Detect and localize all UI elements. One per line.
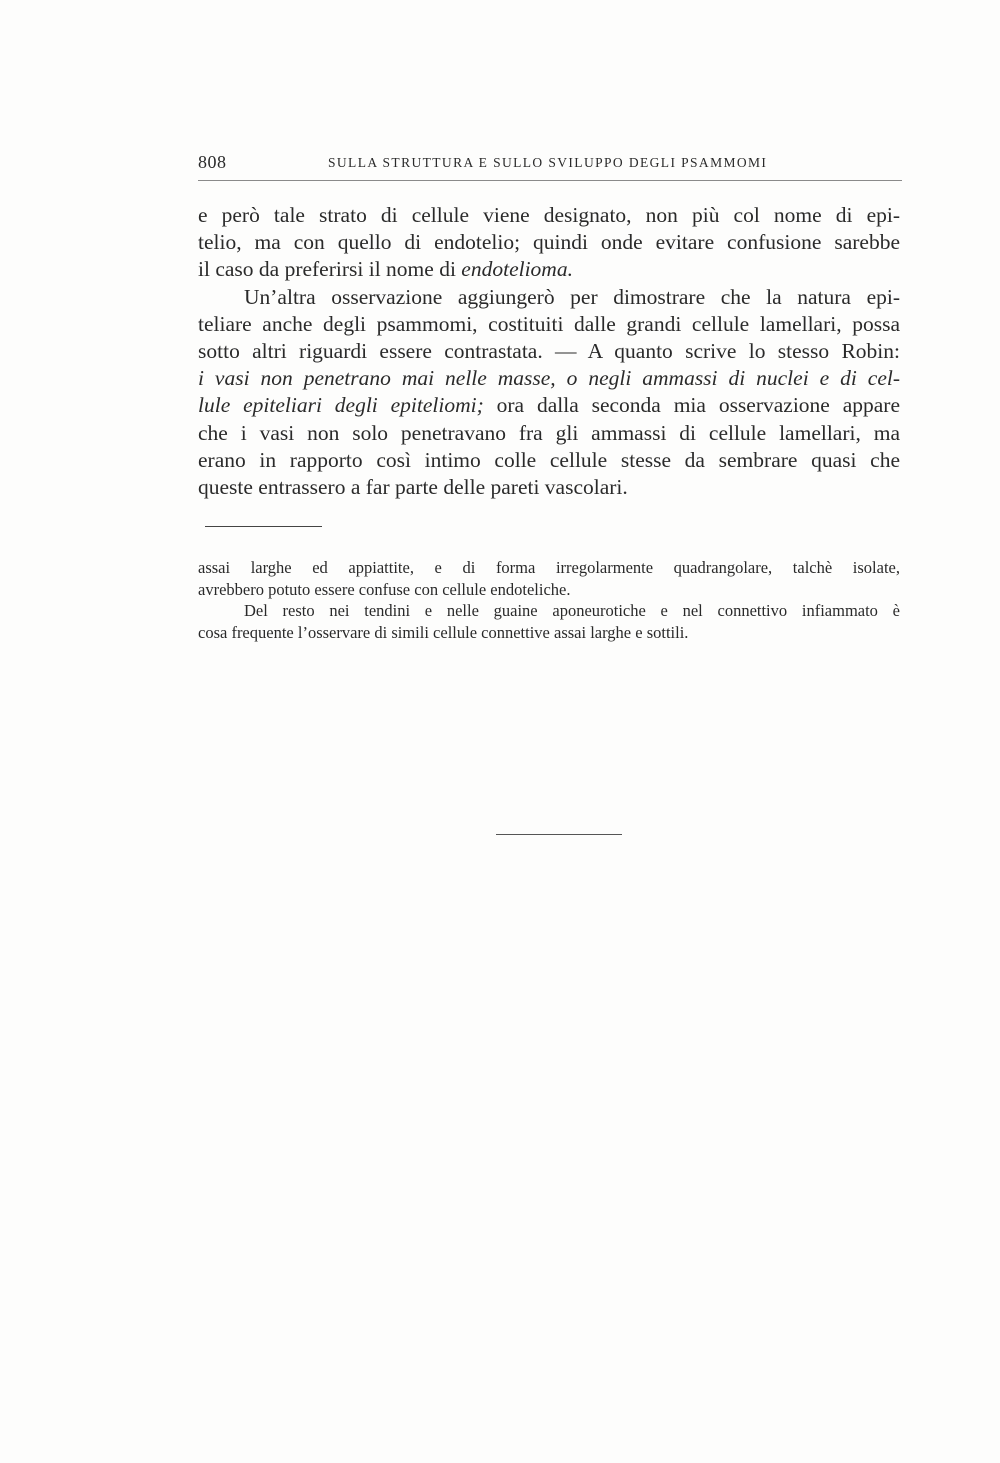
text-run: il caso da preferirsi il nome di: [198, 257, 462, 282]
text-line: teliare anche degli psammomi, costituiti dalle grandi cellule lamellari, possa: [198, 311, 900, 336]
text-line: erano in rapporto così intimo colle cellule stesse da sembrare quasi che: [198, 447, 900, 472]
text-line: [198, 256, 900, 283]
text-line: che i vasi non solo penetravano fra gli ammassi di cellule lamellari, ma: [198, 420, 900, 445]
body-text: [198, 202, 900, 501]
footnote-line: cosa frequente l’osservare di simili cellule connettive assai larghe e sottili.: [198, 622, 689, 642]
running-title: SULLA STRUTTURA E SULLO SVILUPPO DEGLI PSAMMOMI: [328, 155, 768, 170]
text-line: sotto altri riguardi essere contrastata. — A quanto scrive lo stesso Robin:: [198, 338, 900, 363]
footnote-separator: [205, 526, 322, 527]
text-line: queste entrassero a far parte delle pareti vascolari.: [198, 474, 628, 499]
footnote-line: Del resto nei tendini e nelle guaine aponeurotiche e nel connettivo infiammato è: [244, 601, 900, 620]
italic-quote-line: i vasi non penetrano mai nelle masse, o negli ammassi di nuclei e di cel-: [198, 366, 900, 391]
text-line: Un’altra osservazione aggiungerò per dimostrare che la natura epi-: [244, 284, 900, 309]
italic-quote: lule epiteliari degli epiteliomi;: [198, 393, 484, 418]
footnote-line: assai larghe ed appiattite, e di forma irregolarmente quadrangolare, talchè isolate,: [198, 558, 900, 577]
text-run: ora dalla seconda mia osservazione appare: [483, 393, 901, 418]
italic-term: endotelioma.: [461, 257, 573, 282]
text-line: e però tale strato di cellule viene designato, non più col nome di epi-: [198, 203, 900, 227]
section-end-rule: [496, 834, 622, 835]
text-line: [198, 392, 900, 419]
text-line: telio, ma con quello di endotelio; quindi onde evitare confusione sarebbe: [198, 230, 900, 255]
footnotes: [198, 557, 900, 643]
page-number: 808: [198, 152, 227, 172]
footnote-line: avrebbero potuto essere confuse con cellule endoteliche.: [198, 579, 571, 599]
page-header: [198, 148, 902, 181]
